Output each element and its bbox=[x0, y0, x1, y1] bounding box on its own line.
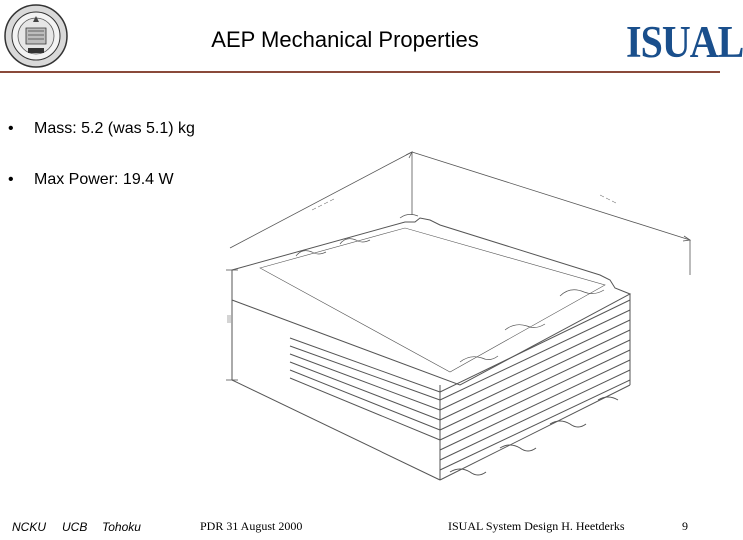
footer-event: PDR 31 August 2000 bbox=[200, 519, 303, 533]
footer-org-tohoku: Tohoku bbox=[102, 520, 141, 534]
university-seal-icon bbox=[4, 4, 68, 68]
page-number: 9 bbox=[682, 519, 688, 533]
footer-org-ncku: NCKU bbox=[12, 520, 47, 534]
isual-logo: ISUAL bbox=[626, 15, 743, 68]
bullet-text: Max Power: 19.4 W bbox=[34, 171, 174, 188]
bullet-marker: • bbox=[8, 171, 14, 188]
footer-author: ISUAL System Design H. Heetderks bbox=[448, 519, 625, 533]
bullet-marker: • bbox=[8, 120, 14, 137]
title-divider bbox=[0, 71, 720, 73]
bullet-text: Mass: 5.2 (was 5.1) kg bbox=[34, 120, 195, 137]
aep-isometric-drawing bbox=[215, 148, 695, 500]
footer-org-ucb: UCB bbox=[62, 520, 88, 534]
slide-title: AEP Mechanical Properties bbox=[211, 27, 479, 52]
